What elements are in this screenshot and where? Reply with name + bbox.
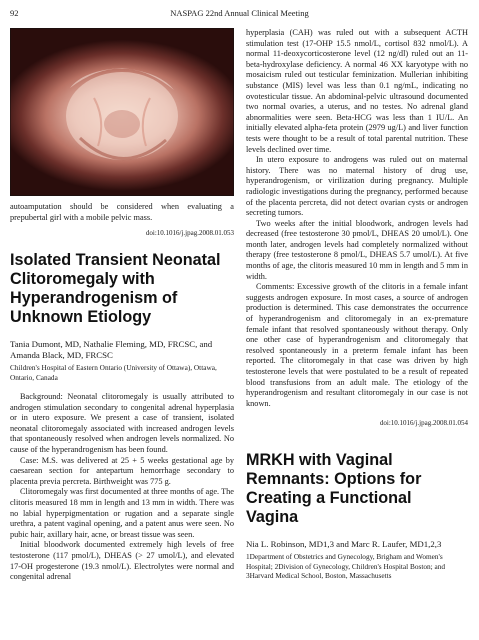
page-header	[10, 8, 469, 22]
paragraph-background: Background: Neonatal clitoromegaly is usually attributed to androgen stimulation secondary to congenital adrenal hyperplasia or in utero exposure. We present a case of transient, isolated neonatal clitoromegaly associated with increased androgen levels that spontaneously resolved when androgen levels normalized. No cause of the hyperandrogenism has been found.	[10, 392, 234, 454]
page-number: 92	[10, 8, 19, 18]
clinical-photo	[10, 28, 234, 196]
affiliation: Children's Hospital of Eastern Ontario (University of Ottawa), Ottawa, Ontario, Canada	[10, 363, 217, 382]
paragraph-clitoromegaly: Clitoromegaly was first documented at three months of age. The clitoris measured 18 mm in length and 13 mm in width. There was no labial hyperpigmentation or rugation and a separate single urethra, a patent vaginal opening, and a patent anus were seen. No pubic hair, axillary hair, acne, or breast tissue was seen.	[10, 487, 234, 539]
intro-text: autoamputation should be considered when evaluating a prepubertal girl with a mobile pelvic mass.	[10, 202, 234, 222]
paragraph-in-utero: In utero exposure to androgens was ruled out on maternal history. There was no maternal history of drug use, hyperandrogenism, or virilization during pregnancy. Multiple radiologic investigations during the pregnancy, performed because of the placenta percreta, did not detect ovarian cysts or androgen secreting tumors.	[246, 155, 468, 218]
paragraph-continued: hyperplasia (CAH) was ruled out with a subsequent ACTH stimulation test (17-OHP 15.5 nmol/L, cortisol 832 nmol/L). A normal 11-deoxycorticosterone level (12 ng/dl) ruled out an 11-beta-hydroxylase deficiency. A normal 46 XX karyotype with no mosaicism ruled out testicular feminization. Mullerian inhibiting substance (MIS) level was less than 0.1 ng/mL, indicating no ovotesticular tissue. An abdominal-pelvic ultrasound documented two normal ovaries, a uterus, and no testes. No adrenal gland abnormalities were seen. Beta-HCG was less than 1 IU/L. An initially elevated alpha-feta protein (2979 ug/L) and liver function tests were thought to be a result of total parental nutrition. These levels declined over time.	[246, 28, 468, 154]
journal-title: NASPAG 22nd Annual Clinical Meeting	[170, 8, 309, 18]
article-title: Isolated Transient Neonatal Clitoromegaly with Hyperandrogenism of Unknown Etiology	[10, 251, 221, 327]
paragraph-comments: Comments: Excessive growth of the clitoris in a female infant suggests androgen exposure. In most cases, a source of androgen production is determined. This case demonstrates the occurrence of hyperandrogenism and clitoromegaly in an ex-premature female infant that resolved spontaneously without therapy. Only one other case of hyperandrogenism and clitoromegaly that resolved spontaneously in a preterm female infant has been reported. The clitoromegaly in that case was driven by high testosterone levels that were postulated to be a result of repeated blood transfusions from an adult male. The etiology of the hyperandrogenism and resultant clitoromegaly in our case is not known.	[246, 282, 468, 408]
authors-2: Nia L. Robinson, MD1,3 and Marc R. Laufer, MD1,2,3	[246, 539, 442, 550]
paragraph-case: Case: M.S. was delivered at 25 + 5 weeks gestational age by caesarean section for antepartum hemorrhage secondary to placenta previa percreta. Birthweight was 775 g.	[10, 455, 234, 486]
doi-link[interactable]: doi:10.1016/j.jpag.2008.01.053	[145, 229, 234, 238]
left-column	[10, 28, 234, 583]
affiliation-2: 1Department of Obstetrics and Gynecology, Brigham and Women's Hospital; 2Division of Gynecology, Children's Hospital Boston; and 3Harvard Medical School, Boston, Massachusetts	[246, 552, 446, 581]
authors: Tania Dumont, MD, Nathalie Fleming, MD, FRCSC, and Amanda Black, MD, FRCSC	[10, 339, 213, 361]
doi-link-2[interactable]: doi:10.1016/j.jpag.2008.01.054	[379, 419, 468, 428]
paragraph-followup: Two weeks after the initial bloodwork, androgen levels had decreased (free testosterone 30 pmol/L, DHEAS 20 umol/L). One month later, androgen levels had completely normalized without therapy (free testosterone 8 pmol/L, DHEAS 5.7 umol/L). At five months of age, the clitoris measured 10 mm in length and 5 mm in width.	[246, 218, 468, 281]
paragraph-bloodwork: Initial bloodwork documented extremely high levels of free testosterone (117 pmol/L), DHEAS (> 27 umol/L), and elevated 17-OH progesterone (19.3 nmol/L). Electrolytes were normal and congenital adrenal	[10, 540, 234, 582]
article-title-2: MRKH with Vaginal Remnants: Options for Creating a Functional Vagina	[246, 451, 422, 527]
clinical-photo-shading	[10, 28, 234, 196]
right-column	[246, 28, 468, 591]
